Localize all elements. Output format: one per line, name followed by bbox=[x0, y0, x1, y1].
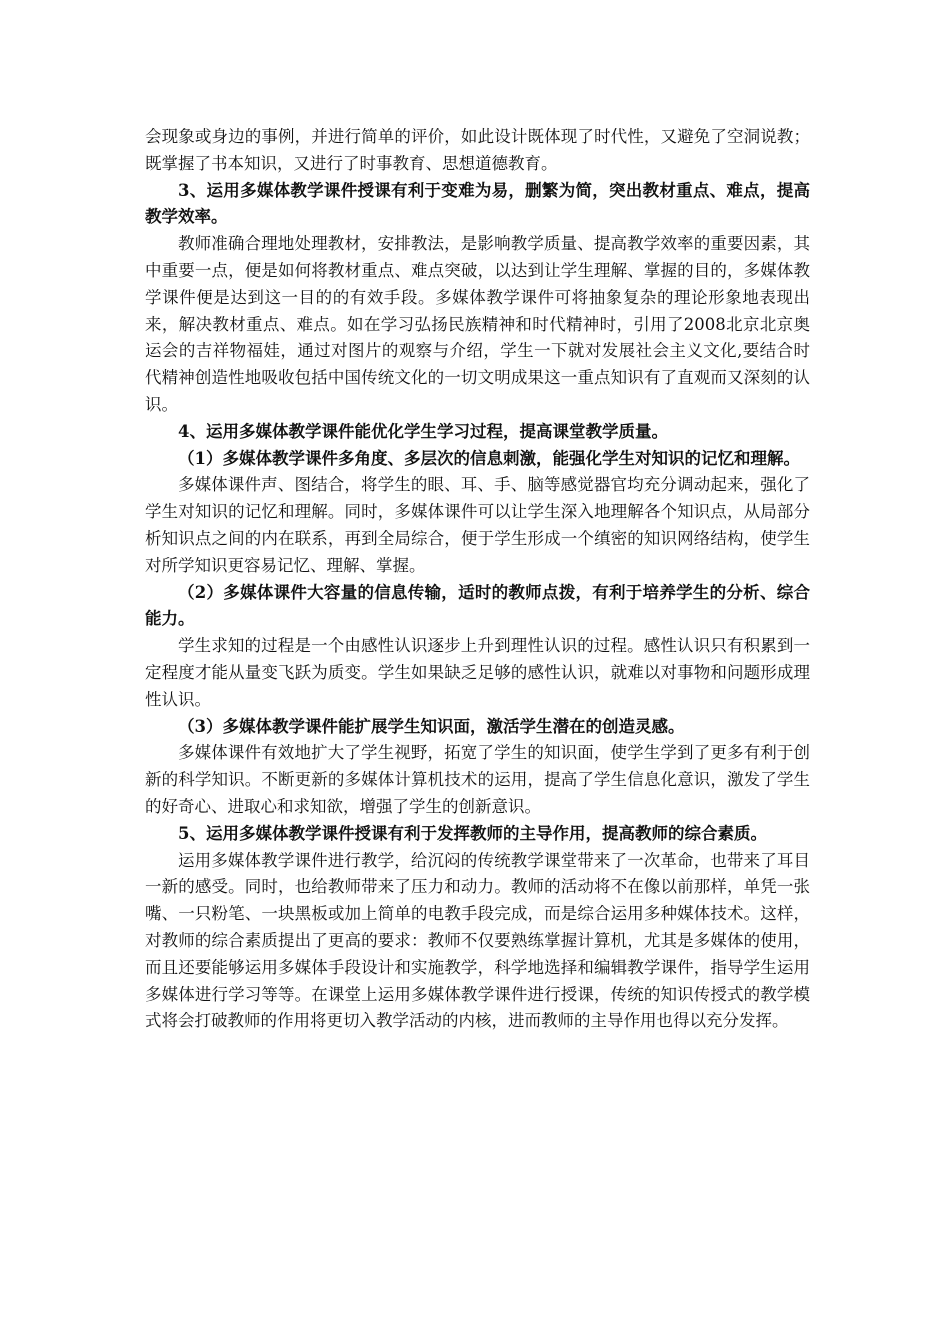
subsection-heading-2: （2）多媒体课件大容量的信息传输，适时的教师点拨，有利于培养学生的分析、综合能力。 bbox=[145, 582, 810, 629]
section-heading-5: 5、运用多媒体教学课件授课有利于发挥教师的主导作用，提高教师的综合素质。 bbox=[178, 823, 767, 843]
document-page bbox=[145, 124, 810, 1035]
body-paragraph: 多媒体课件声、图结合，将学生的眼、耳、手、脑等感觉器官均充分调动起来，强化了学生对知识的记忆和理解。同时，多媒体课件可以让学生深入地理解各个知识点，从局部分析知识点之间的内在联系，再到全局综合，便于学生形成一个缜密的知识网络结构，使学生对所学知识更容易记忆、理解、掌握。 bbox=[145, 475, 810, 575]
subsection-heading-3: （3）多媒体教学课件能扩展学生知识面，激活学生潜在的创造灵感。 bbox=[178, 716, 685, 736]
section-heading-3: 3、运用多媒体教学课件授课有利于变难为易，删繁为简，突出教材重点、难点，提高教学效率。 bbox=[145, 180, 810, 227]
section-heading-4: 4、运用多媒体教学课件能优化学生学习过程，提高课堂教学质量。 bbox=[178, 421, 668, 441]
body-paragraph: 运用多媒体教学课件进行教学，给沉闷的传统教学课堂带来了一次革命，也带来了耳目一新的感受。同时，也给教师带来了压力和动力。教师的活动将不在像以前那样，单凭一张嘴、一只粉笔、一块黑板或加上简单的电教手段完成，而是综合运用多种媒体技术。这样，对教师的综合素质提出了更高的要求：教师不仅要熟练掌握计算机，尤其是多媒体的使用，而且还要能够运用多媒体手段设计和实施教学，科学地选择和编辑教学课件，指导学生运用多媒体进行学习等等。在课堂上运用多媒体教学课件进行授课，传统的知识传授式的教学模式将会打破教师的作用将更切入教学活动的内核，进而教师的主导作用也得以充分发挥。 bbox=[145, 850, 810, 1031]
body-paragraph: 教师准确合理地处理教材，安排教法，是影响教学质量、提高教学效率的重要因素，其中重要一点，便是如何将教材重点、难点突破，以达到让学生理解、掌握的目的，多媒体教学课件便是达到这一目的的有效手段。多媒体教学课件可将抽象复杂的理论形象地表现出来，解决教材重点、难点。如在学习弘扬民族精神和时代精神时，引用了2008北京北京奥运会的吉祥物福娃，通过对图片的观察与介绍，学生一下就对发展社会主义文化,要结合时代精神创造性地吸收包括中国传统文化的一切文明成果这一重点知识有了直观而又深刻的认识。 bbox=[145, 234, 810, 414]
body-paragraph: 学生求知的过程是一个由感性认识逐步上升到理性认识的过程。感性认识只有积累到一定程度才能从量变飞跃为质变。学生如果缺乏足够的感性认识，就难以对事物和问题形成理性认识。 bbox=[145, 636, 810, 709]
body-paragraph: 多媒体课件有效地扩大了学生视野，拓宽了学生的知识面，使学生学到了更多有利于创新的科学知识。不断更新的多媒体计算机技术的运用，提高了学生信息化意识，激发了学生的好奇心、进取心和求知欲，增强了学生的创新意识。 bbox=[145, 743, 810, 816]
body-paragraph: 会现象或身边的事例，并进行简单的评价，如此设计既体现了时代性，又避免了空洞说教；既掌握了书本知识，又进行了时事教育、思想道德教育。 bbox=[145, 127, 810, 173]
subsection-heading-1: （1）多媒体教学课件多角度、多层次的信息刺激，能强化学生对知识的记忆和理解。 bbox=[178, 448, 800, 468]
